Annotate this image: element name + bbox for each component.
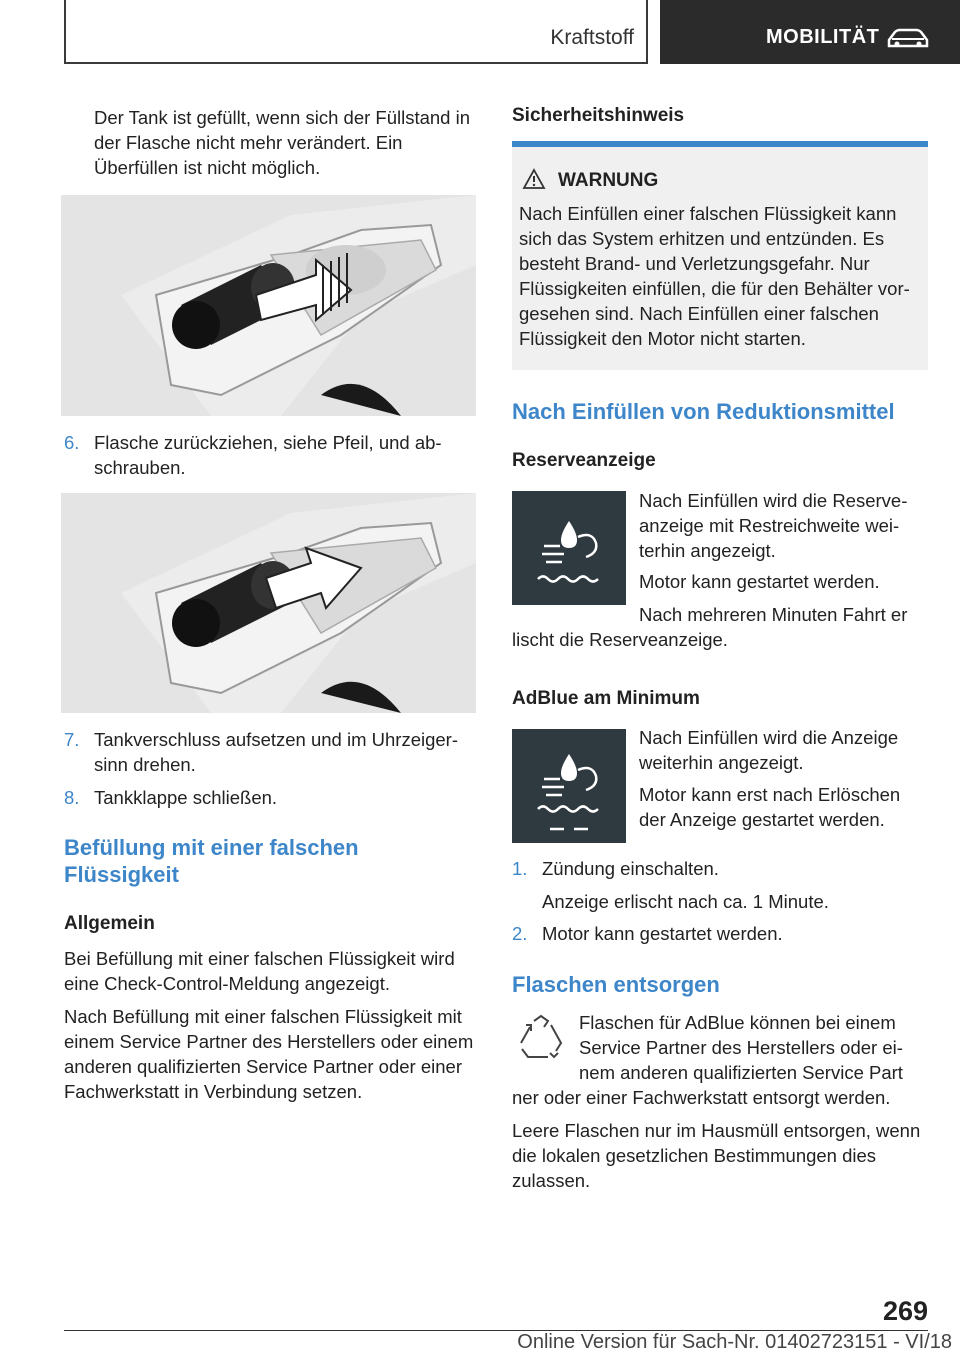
- section-heading: Befüllung mit einer falschen Flüssigkeit: [64, 835, 359, 887]
- chapter-title: MOBILITÄT: [766, 26, 880, 48]
- recycling-icon: [516, 1013, 566, 1068]
- step-2: [512, 921, 928, 946]
- paragraph: Nach Einfüllen wird die Reserveanzeige mit Restreichweite weiterhin angezeigt.: [639, 490, 908, 561]
- adblue-reserve-icon: [512, 491, 626, 605]
- intro-text: Der Tank ist gefüllt, wenn sich der Füllstand in der Flasche nicht mehr verändert. Ein Überfüllen ist nicht möglich.: [94, 107, 471, 178]
- step-number: 1.: [512, 858, 528, 879]
- warning-bar: [512, 141, 928, 147]
- paragraph: Bei Befüllung mit einer falschen Flüssigkeit wird eine Check-Control-Meldung angezeigt.: [64, 948, 455, 994]
- subheading: Reserveanzeige: [512, 450, 656, 471]
- step-7: [64, 727, 476, 777]
- subheading: Allgemein: [64, 913, 155, 934]
- step-1: [512, 856, 928, 881]
- step-text: Tankklappe schließen.: [94, 787, 278, 808]
- step-text: Zündung einschalten.: [542, 858, 719, 879]
- paragraph: Leere Flaschen nur im Hausmüll entsorgen, wenn die lokalen gesetzlichen Bestimmungen dies zulassen.: [512, 1120, 921, 1191]
- warning-title: WARNUNG: [558, 170, 659, 191]
- step-number: 8.: [64, 787, 80, 808]
- subheading: AdBlue am Minimum: [512, 688, 700, 709]
- paragraph: Nach Einfüllen wird die Anzeige weiterhin angezeigt.: [639, 727, 899, 773]
- paragraph: Motor kann gestartet werden.: [639, 571, 880, 592]
- paragraph: Flaschen für AdBlue können bei einem Service Partner des Herstellers oder einem anderen qualifizierten Service Part: [579, 1012, 903, 1083]
- step-number: 6.: [64, 432, 80, 453]
- chapter-tab: [660, 0, 960, 64]
- warning-triangle-icon: [522, 168, 546, 195]
- section-heading: Nach Einfüllen von Reduktionsmittel: [512, 399, 895, 424]
- adblue-minimum-icon: [512, 729, 626, 843]
- warning-box: [512, 141, 928, 370]
- page-number: 269: [882, 1296, 928, 1326]
- cap-close-image: [61, 493, 476, 713]
- paragraph: Nach Befüllung mit einer falschen Flüssigkeit mit einem Service Partner des Herstellers oder einem anderen qualifizierten Service Partner oder einer Fachwerkstatt in Verbindung setzen.: [64, 1006, 474, 1102]
- step-note: Anzeige erlischt nach ca. 1 Minute.: [542, 891, 829, 912]
- step-6: [64, 430, 476, 480]
- paragraph: lischt die Reserveanzeige.: [512, 629, 728, 650]
- bottle-unscrew-image: [61, 195, 476, 416]
- section-title: Kraftstoff: [550, 26, 634, 49]
- step-text: Flasche zurückziehen, siehe Pfeil, und abschrauben.: [94, 432, 442, 478]
- step-number: 7.: [64, 729, 80, 750]
- paragraph: ner oder einer Fachwerkstatt entsorgt werden.: [512, 1087, 891, 1108]
- step-text: Tankverschluss aufsetzen und im Uhrzeigersinn drehen.: [94, 729, 459, 775]
- section-heading: Flaschen entsorgen: [512, 972, 720, 997]
- paragraph: Nach mehreren Minuten Fahrt er: [639, 604, 908, 625]
- step-number: 2.: [512, 923, 528, 944]
- paragraph: Motor kann erst nach Erlöschen der Anzeige gestartet werden.: [639, 784, 901, 830]
- car-icon: [886, 28, 930, 55]
- warning-text: Nach Einfüllen einer falschen Flüssigkeit kann sich das System erhitzen und entzünden. Es besteht Brand- und Verletzungsgefahr. Nur Flüssigkeiten einfüllen, die für den Behälter vorgesehen sind. Nach Einfüllen einer falschen Flüssigkeit den Motor nicht starten.: [519, 203, 910, 349]
- step-8: [64, 785, 476, 810]
- footer-online-version: Online Version für Sach-Nr. 01402723151 - VI/18: [517, 1331, 952, 1353]
- step-text: Motor kann gestartet werden.: [542, 923, 783, 944]
- safety-heading: Sicherheitshinweis: [512, 105, 685, 126]
